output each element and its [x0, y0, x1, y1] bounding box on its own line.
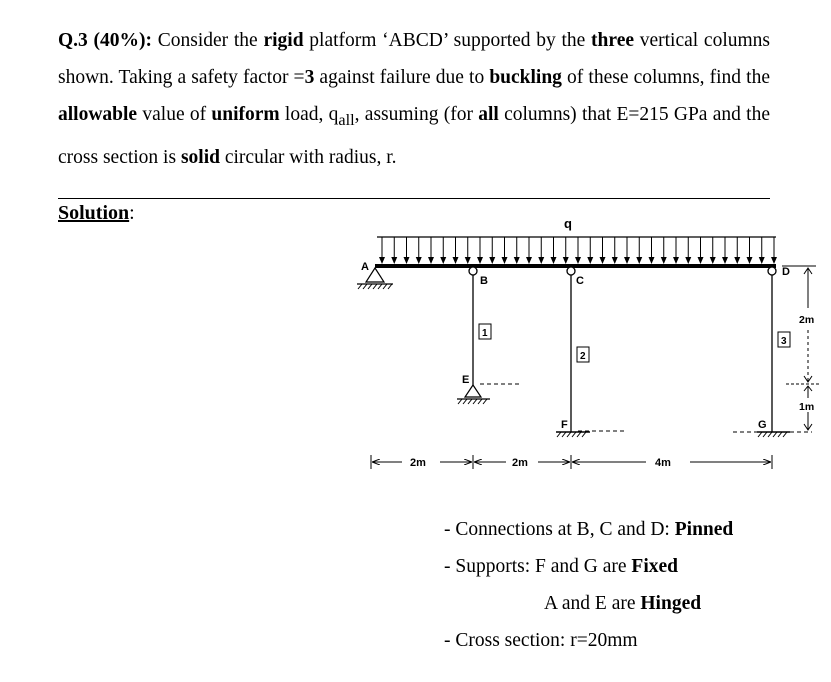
question-seg: load, q: [279, 104, 339, 125]
height-1m: 1m: [799, 401, 815, 413]
label-a: A: [361, 261, 369, 273]
load-arrow-head: [563, 257, 569, 264]
question-bold: all: [478, 104, 499, 125]
question-seg: platform ‘ABCD’ supported by the: [303, 30, 592, 51]
span-1: 2m: [410, 457, 426, 469]
question-seg: vertical columns shown. Taking a safety factor =: [58, 30, 771, 88]
note-bold: Fixed: [631, 556, 678, 577]
question-label: Q.3 (40%):: [58, 30, 153, 51]
horizontal-dimensions: [371, 455, 772, 469]
question-bold: solid: [180, 146, 220, 168]
load-arrow-head: [649, 257, 655, 264]
solution-label: Solution: [58, 202, 130, 224]
load-arrow-head: [440, 257, 446, 264]
load-arrow-head: [587, 257, 593, 264]
distributed-load: [377, 237, 777, 264]
load-arrow-head: [771, 257, 777, 264]
load-arrow-head: [551, 257, 557, 264]
load-arrow-head: [477, 257, 483, 264]
load-arrow-head: [391, 257, 397, 264]
pin-d: [768, 267, 776, 275]
load-arrow-head: [636, 257, 642, 264]
load-arrow-head: [685, 257, 691, 264]
question-bold: allowable: [58, 104, 138, 125]
question-bold: three: [591, 30, 634, 51]
span-3: 4m: [655, 457, 671, 469]
load-arrow-head: [526, 257, 532, 264]
load-arrow-head: [722, 257, 728, 264]
note-hinged: [444, 585, 824, 622]
load-arrow-head: [673, 257, 679, 264]
column-3-number: 3: [781, 336, 787, 347]
load-arrow-head: [575, 257, 581, 264]
note-bold: Hinged: [640, 593, 702, 614]
note-connections: [444, 511, 824, 548]
question-bold: 3: [304, 67, 315, 88]
load-arrow-head: [747, 257, 753, 264]
question-seg: circular with radius, r.: [219, 146, 397, 168]
fixed-support-g: [757, 432, 790, 437]
question-bold: buckling: [489, 67, 562, 88]
load-arrow-head: [453, 257, 459, 264]
question-seg: against failure due to: [314, 67, 490, 88]
note-text: - Cross section: r=20mm: [444, 630, 638, 651]
load-arrow-head: [661, 257, 667, 264]
note-supports: [444, 548, 824, 585]
load-arrow-head: [502, 257, 508, 264]
load-arrow-head: [759, 257, 765, 264]
question-bold: uniform: [211, 104, 280, 125]
load-label: q: [564, 216, 572, 231]
load-arrow-head: [538, 257, 544, 264]
label-b: B: [480, 275, 488, 287]
question-seg: columns) that E=215 GPa and the cross section is: [58, 104, 770, 168]
load-arrow-head: [489, 257, 495, 264]
note-cross-section: [444, 622, 824, 659]
load-arrow-head: [612, 257, 618, 264]
load-arrow-head: [379, 257, 385, 264]
label-e: E: [462, 374, 470, 386]
pin-c: [567, 267, 575, 275]
solution-colon: :: [129, 202, 135, 224]
height-2m: 2m: [799, 314, 815, 326]
note-text: - Supports: F and G are: [444, 556, 632, 577]
label-c: C: [576, 275, 584, 287]
hinge-support-e: [457, 385, 490, 404]
note-text: A and E are: [544, 593, 641, 614]
column-1-number: 1: [482, 328, 488, 339]
question-seg: value of: [137, 104, 212, 125]
given-notes: [444, 511, 824, 659]
load-arrow-head: [710, 257, 716, 264]
load-arrow-head: [465, 257, 471, 264]
question-seg: of these columns, find the: [561, 67, 770, 88]
note-text: - Connections at B, C and D:: [444, 519, 675, 540]
load-arrow-head: [514, 257, 520, 264]
note-bold: Pinned: [674, 519, 734, 540]
question-bold: rigid: [263, 30, 304, 51]
load-arrow-head: [624, 257, 630, 264]
load-arrow-head: [428, 257, 434, 264]
load-arrow-head: [734, 257, 740, 264]
fixed-support-f: [556, 432, 590, 437]
load-arrow-head: [416, 257, 422, 264]
label-g: G: [758, 419, 767, 431]
span-2: 2m: [512, 457, 528, 469]
pin-b: [469, 267, 477, 275]
load-arrow-head: [600, 257, 606, 264]
label-d: D: [782, 266, 790, 278]
load-arrow-head: [404, 257, 410, 264]
label-f: F: [561, 419, 568, 431]
column-2-number: 2: [580, 351, 586, 362]
load-arrows: [379, 237, 777, 264]
question-seg: Consider the: [152, 30, 264, 51]
load-arrow-head: [698, 257, 704, 264]
question-subscript: all: [338, 110, 355, 129]
question-seg: , assuming (for: [354, 104, 479, 125]
